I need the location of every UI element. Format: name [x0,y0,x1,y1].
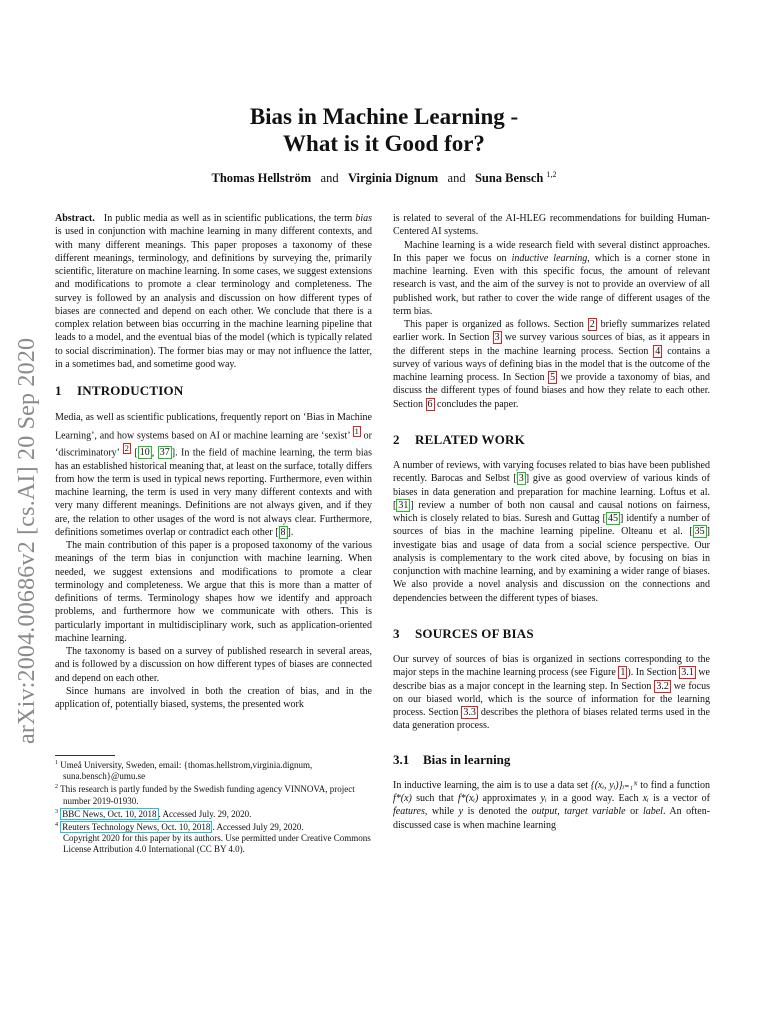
text: or ‘discriminatory’ [55,429,372,459]
abstract-italic: bias [355,213,372,224]
footnote-2 [55,782,372,806]
text: we describe bias as a major concept in the learning step. In Section [393,667,710,692]
footnote-number: 3 [55,808,58,815]
right-paragraph-0: is related to several of the AI-HLEG recommendations for building Human-Centered AI systems. [393,213,710,238]
footnote-url-link[interactable]: Reuters Technology News, Oct. 10, 2018 [62,822,211,833]
footnote-url-link[interactable]: BBC News, Oct. 10, 2018 [62,808,157,819]
text: ] identify a number of sources of bias in the machine learning pipeline. Olteanu et al. [ [393,513,710,538]
text: we provide a taxonomy of bias, and discuss the different types of found biases and how they relate to each other. Section [393,372,710,410]
section-number: 1 [55,383,62,398]
footnote-link[interactable]: 1 [354,426,359,436]
section-3-heading [393,627,710,640]
section-title: RELATED WORK [415,431,525,447]
arxiv-stamp: arXiv:2004.00686v2 [cs.AI] 20 Sep 2020 [14,337,40,744]
author-affiliation-marks: 1,2 [546,170,557,179]
right-paragraph-2 [393,318,710,411]
section-link[interactable]: 4 [655,345,661,357]
intro-paragraph-3: The taxonomy is based on a survey of published research in several areas, and is followed by a discussion on how different types of biases are connected and depend on each other. [55,646,372,684]
subsection-number: 3.1 [393,751,410,767]
math-expression: xᵢ [642,793,649,804]
section-link[interactable]: 3.3 [463,707,476,718]
text: such that [411,793,458,804]
abstract-label: Abstract. [55,213,95,224]
footnote-4 [55,820,372,833]
footnote-text: This research is partly funded by the Swedish funding agency VINNOVA, project number 2019-01930. [60,784,355,806]
text: describes the plethora of biases related terms used in the data generation process. [393,707,710,732]
footnote-number: 2 [55,784,58,791]
section-1-heading [55,384,372,397]
text: we focus on our biased world, which is the source of information for the learning process. Section [393,680,710,718]
text: This paper is organized as follows. Section [404,319,588,330]
text: to find a function [637,779,710,791]
text: Media, as well as scientific publications, frequently report on ‘Bias in Machine Learning’, and how systems based on AI or machine learning are ‘sexist’ [55,412,372,441]
text: [ [130,447,138,459]
footnote-number: 1 [55,760,58,766]
italic-text: inductive learning [511,252,588,264]
left-column [55,212,372,711]
italic-text: features [393,806,425,818]
citation-link[interactable]: 37 [159,447,170,459]
footnote-number: 4 [55,822,58,829]
text: we survey various sources of bias, as it appears in the different steps in the machine learning process. Section [393,332,710,357]
text: A number of reviews, with varying focuses related to bias have been published recently. Barocas and Selbst [ [393,460,710,485]
paper-title [0,103,768,157]
abstract [55,212,372,371]
text: in a good way. Each [546,793,643,804]
text: Machine learning is a wide research field with several distinct approaches. In this paper we focus on [393,239,710,264]
bias-in-learning-paragraph [393,779,710,832]
section-link[interactable]: 2 [589,319,595,330]
figure-link[interactable]: 1 [620,667,626,679]
text: ] review a number of both non causal and causal notions on fairness, which is closely related to bias. Suresh and Guttag [ [393,499,710,524]
section-link[interactable]: 6 [427,398,433,410]
citation-link[interactable]: 31 [398,499,409,511]
copyright-notice: Copyright 2020 for this paper by its authors. Use permitted under Creative Commons License Attribution 4.0 International (CC BY 4.0). [63,833,371,855]
intro-paragraph-2: The main contribution of this paper is a proposed taxonomy of the various meanings of the term bias in conjunction with machine learning. When needed, we suggest extensions and modifications to promote a clear terminology and completeness. We argue that this is more than a matter of definitions of terms. Terminology shapes how we identify and approach problems, and furthermore how we communicate with others. This is particularly important in multidisciplinary work, such as application-oriented machine learning. [55,540,372,644]
section-link[interactable]: 3.2 [656,680,669,692]
text: , which is a corner stone in machine learning. Even with this specific focus, the amount of relevant research is vast, and the aim of the survey is not to provide an overview of all published work, but rather to cover the wide range of different usages of the term bias. [393,252,710,317]
math-expression: {(xᵢ, yᵢ)}ᵢ₌₁ᴺ [590,779,638,791]
text: ] give as good overview of various kinds of biases in data generation and preparation for machine learning. Loftus et al. [ [393,473,710,511]
text: , while [424,806,459,818]
text: is denoted the [463,806,532,818]
text: is a vector of [648,793,711,804]
math-expression: f*(xᵢ) [457,793,479,804]
section-link[interactable]: 5 [550,372,556,383]
section-2-heading [393,433,710,446]
author-1: Thomas Hellström [211,171,312,186]
right-paragraph-1 [393,239,710,319]
text: ]. In the field of machine learning, the term bias has an established historical meaning that, at least on the surface, totally differs from how the term is used in typical news reporting. Furthermore, even within machine learning, the term is used in very many different contexts and with very many different meanings. Definitions are not always given, and if they are, the relation to other usages of the word is not always clear. Furthermore, definitions sometimes overlap or contradict each other [ [55,447,372,538]
text: . An often-discussed case is when machine learning [393,806,711,831]
text: approximates [478,793,541,804]
author-list [0,170,768,186]
text: , [151,447,158,459]
text: ). In Section [627,667,680,679]
footnote-text: . Accessed July. 29, 2020. [158,808,252,819]
text: Our survey of sources of bias is organized in sections corresponding to the major steps in the machine learning process (see Figure [393,654,710,679]
italic-text: output [531,806,558,818]
intro-paragraph-4: Since humans are involved in both the creation of bias, and in the application of, potentially biased, systems, the presented work [55,685,372,711]
section-link[interactable]: 3 [494,332,500,344]
footnote-link[interactable]: 2 [124,444,129,454]
intro-paragraph-1 [55,411,372,539]
right-column [393,212,710,832]
sources-paragraph [393,653,710,733]
math-expression: yᵢ [540,793,547,804]
subsection-title: Bias in learning [423,751,511,767]
related-work-paragraph [393,459,710,605]
footnotes [55,758,372,856]
math-expression: y [458,806,464,818]
math-expression: f*(x) [393,793,412,804]
text: ] investigate bias and usage of data from a social science perspective. Our analysis is complementary to the work cited above, by focusing on bias in conjunction with machine learning, and by examining a wider range of biases. We also provide a novel analysis and discussion on the connections and dependencies between the different types of biases. [393,526,710,604]
section-link[interactable]: 3.1 [681,667,694,679]
italic-text: target variable [564,806,626,818]
author-2: Virginia Dignum [347,171,439,186]
citation-link[interactable]: 45 [607,513,618,524]
text: In inductive learning, the aim is to use a data set [393,779,591,791]
footnote-3 [55,807,372,820]
citation-link[interactable]: 35 [694,526,705,538]
title-line-2: What is it Good for? [283,131,485,156]
subsection-3-1-heading [393,753,710,766]
title-line-1: Bias in Machine Learning - [249,104,519,129]
abstract-text-2: is used in conjunction with machine learning in many different contexts, and with many different meanings. This paper proposes a taxonomy of these different meanings, terminology, and definitions by surveying the, primarily scientific, literature on machine learning. In some cases, we suggest extensions and modifications to promote a clear terminology and completeness. The survey is followed by an analysis and discussion on how different types of biases are connected and depend on each other. We conclude that there is a complex relation between bias occurring in the machine learning pipeline that leads to a model, and the eventual bias of the model (which is typically related to social discrimination). The former bias may or may not influence the latter, in a sometimes bad, and sometime good way. [55,226,372,370]
abstract-text-1: In public media as well as in scientific publications, the term [103,213,356,224]
text: briefly summarizes related earlier work. In Section [393,319,710,344]
footnote-text: Umeå University, Sweden, email: {thomas.hellstrom,virginia.dignum, suna.bensch}@umu.se [60,760,313,782]
text: , [557,806,565,818]
footnote-text: . Accessed July 29, 2020. [212,822,304,833]
author-3: Suna Bensch [474,171,544,186]
author-and-1: and [320,171,339,186]
citation-link[interactable]: 10 [139,447,150,459]
italic-text: label [642,806,663,818]
text: contains a survey of various ways of defining bias in the model that is the outcome of the machine learning process. In Section [393,345,710,383]
author-and-2: and [447,171,466,186]
section-number: 2 [393,431,400,447]
section-title: INTRODUCTION [77,383,184,398]
footnote-1 [55,758,372,782]
text: concludes the paper. [434,398,519,410]
section-number: 3 [393,625,400,641]
text: or [625,806,643,818]
citation-link[interactable]: 3 [518,473,524,485]
footnote-rule [55,755,115,756]
citation-link[interactable]: 8 [280,526,286,538]
section-title: SOURCES OF BIAS [415,625,534,641]
text: ]. [287,526,294,538]
